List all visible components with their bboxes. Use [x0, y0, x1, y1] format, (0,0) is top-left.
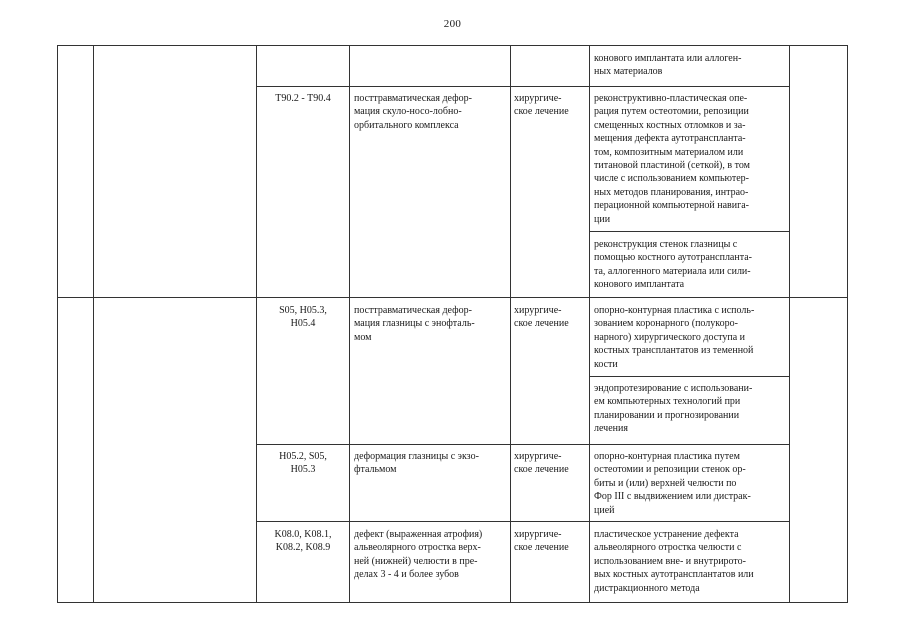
method-cell: опорно-контурная пластика путем остеотомии и репозиции стенок ор- биты и (или) верхней челюсти по Фор III с выдвижением или дистрак- цией	[594, 451, 751, 516]
icd-codes-cell: Т90.2 - Т90.4	[275, 93, 331, 104]
row-divider-4	[256, 521, 789, 522]
row-divider-1	[256, 86, 789, 87]
table-top-border	[57, 45, 848, 46]
row-divider-3	[256, 444, 789, 445]
col-border-7	[789, 45, 790, 602]
method-divider-1	[589, 231, 789, 232]
method-cell: пластическое устранение дефекта альвеолярного отростка челюсти с использованием вне- и внутрирото- вых костных аутотрансплантатов или дистракционного метода	[594, 529, 754, 594]
row-divider-2	[57, 297, 848, 298]
patient-model-cell: посттравматическая дефор- мация скуло-носо-лобно- орбитального комплекса	[354, 93, 472, 131]
col-border-1	[57, 45, 58, 602]
method-cell: реконструкция стенок глазницы с помощью костного аутотранспланта- та, аллогенного материала или сили- конового имплантата	[594, 239, 752, 291]
col-border-2	[93, 45, 94, 602]
patient-model-cell: деформация глазницы с экзо- фтальмом	[354, 451, 479, 476]
method-cell: конового имплантата или аллоген- ных материалов	[594, 53, 742, 78]
table-bottom-border	[57, 602, 848, 603]
page-number: 200	[443, 18, 462, 30]
icd-codes-cell: K08.0, K08.1, K08.2, K08.9	[274, 529, 332, 554]
treatment-type-cell: хирургиче- ское лечение	[514, 93, 569, 118]
method-cell: эндопротезирование с использовани- ем компьютерных технологий при планировании и прогнозировании лечения	[594, 383, 753, 435]
patient-model-cell: посттравматическая дефор- мация глазницы с энофталь- мом	[354, 305, 475, 343]
treatment-type-cell: хирургиче- ское лечение	[514, 305, 569, 330]
treatment-type-cell: хирургиче- ское лечение	[514, 529, 569, 554]
method-cell: реконструктивно-пластическая опе- рация путем остеотомии, репозиции смещенных костных отломков и за- мещения дефекта аутотранспланта- том, композитным материалом или титановой пластиной (сеткой), в том числе с использованием компьютер- ных методов планирования, интрао- перационной компьютерной навига- ции	[594, 93, 750, 225]
icd-codes-cell: H05.2, S05, H05.3	[279, 451, 327, 476]
method-cell: опорно-контурная пластика с исполь- зованием коронарного (полукоро- нарного) хирургического доступа и костных трансплантатов из теменной кости	[594, 305, 755, 370]
treatment-type-cell: хирургиче- ское лечение	[514, 451, 569, 476]
col-border-5	[510, 45, 511, 602]
col-border-8	[847, 45, 848, 602]
col-border-4	[349, 45, 350, 602]
col-border-3	[256, 45, 257, 602]
col-border-6	[589, 45, 590, 602]
method-divider-2	[589, 376, 789, 377]
patient-model-cell: дефект (выраженная атрофия) альвеолярного отростка верх- ней (нижней) челюсти в пре- делах 3 - 4 и более зубов	[354, 529, 483, 581]
icd-codes-cell: S05, H05.3, H05.4	[279, 305, 327, 330]
